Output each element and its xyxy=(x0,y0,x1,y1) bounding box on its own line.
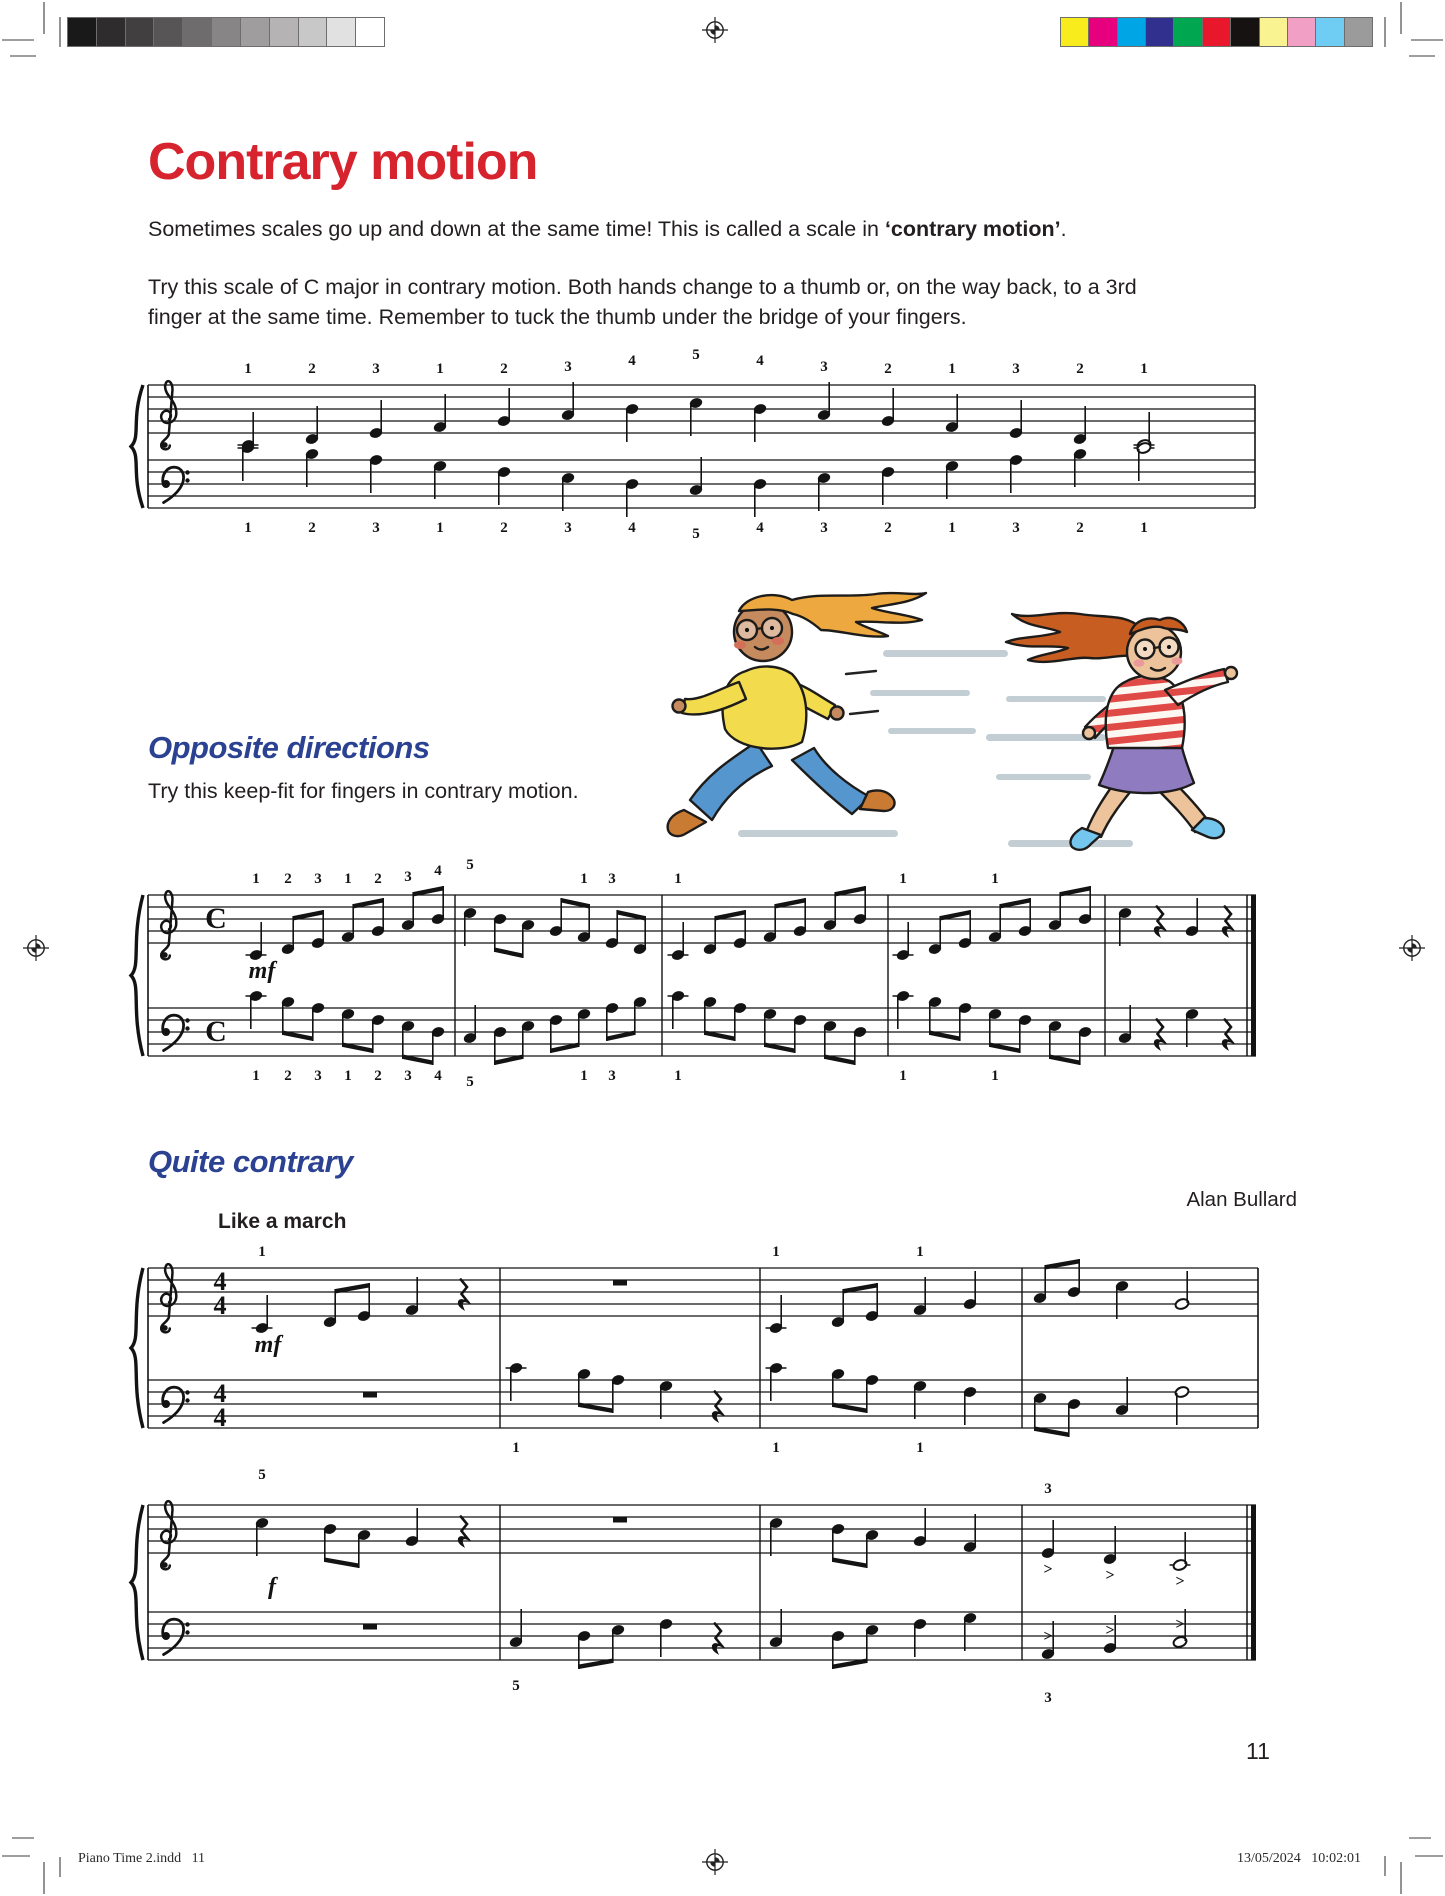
note xyxy=(1009,454,1024,493)
music-text: 4 xyxy=(213,1291,227,1320)
fingering-number: 2 xyxy=(500,361,508,377)
note xyxy=(689,397,704,436)
fingering-number: 1 xyxy=(580,871,588,887)
fingering-number: 3 xyxy=(820,520,828,536)
fingering-number: 3 xyxy=(1044,1481,1052,1497)
note xyxy=(769,1609,784,1648)
note xyxy=(1067,1398,1082,1437)
fingering-number: 1 xyxy=(244,520,252,536)
note xyxy=(246,922,267,961)
note xyxy=(881,388,896,427)
fingering-number: 3 xyxy=(1012,520,1020,536)
note xyxy=(865,1374,880,1413)
children-illustration xyxy=(668,593,1237,850)
fingering-number: 5 xyxy=(692,347,700,363)
note xyxy=(549,898,564,937)
fingering-number: 2 xyxy=(374,871,382,887)
note xyxy=(1118,1005,1133,1044)
intro-paragraph-1 xyxy=(148,217,1308,242)
music-text: 4 xyxy=(213,1379,227,1408)
fingering-number: 1 xyxy=(948,520,956,536)
note xyxy=(311,1002,326,1041)
note xyxy=(1009,400,1024,439)
note xyxy=(577,1008,592,1047)
note xyxy=(281,916,296,955)
fingering-number: 3 xyxy=(608,871,616,887)
fingering-number: 3 xyxy=(314,1068,322,1084)
note xyxy=(1073,406,1088,445)
note xyxy=(1048,892,1063,931)
note xyxy=(928,996,943,1035)
note xyxy=(865,1624,880,1663)
fingering-number: 5 xyxy=(512,1678,520,1694)
print-slug-filename: Piano Time 2.indd 11 xyxy=(78,1851,206,1866)
note xyxy=(1033,1265,1048,1304)
note xyxy=(1170,1532,1191,1571)
page-number: 11 xyxy=(1246,1738,1270,1764)
fingering-number: 4 xyxy=(628,353,636,369)
treble-clef-icon xyxy=(161,1501,176,1569)
system-brace xyxy=(131,1268,143,1428)
accent-mark: > xyxy=(1043,1561,1053,1578)
note xyxy=(611,1374,626,1413)
note xyxy=(893,990,914,1029)
treble-clef-icon xyxy=(161,381,176,449)
fingering-number: 1 xyxy=(436,520,444,536)
accent-mark: > xyxy=(1105,1622,1115,1639)
fingering-number: 4 xyxy=(628,520,636,536)
fingering-number: 2 xyxy=(1076,361,1084,377)
note xyxy=(357,1529,372,1568)
note xyxy=(401,892,416,931)
fingering-number: 4 xyxy=(756,520,764,536)
fingering-number: 1 xyxy=(674,1068,682,1084)
note xyxy=(252,1295,273,1334)
note xyxy=(369,400,384,439)
note xyxy=(1115,1280,1130,1319)
note xyxy=(659,1380,674,1419)
note xyxy=(1185,1008,1200,1047)
fingering-number: 2 xyxy=(284,1068,292,1084)
music-system-1 xyxy=(131,347,1255,542)
treble-clef-icon xyxy=(161,1264,176,1332)
intro-paragraph-1-text: Sometimes scales go up and down at the same time! This is called a scale in xyxy=(148,217,885,241)
whole-rest xyxy=(613,1517,627,1523)
fingering-number: 3 xyxy=(820,359,828,375)
accent-mark: > xyxy=(1175,1616,1185,1633)
fingering-number: 5 xyxy=(466,1074,474,1090)
note xyxy=(988,1008,1003,1047)
note xyxy=(881,466,896,505)
fingering-number: 3 xyxy=(404,869,412,885)
fingering-number: 1 xyxy=(772,1244,780,1260)
quarter-rest xyxy=(1223,907,1231,935)
fingering-number: 3 xyxy=(314,871,322,887)
note xyxy=(1041,1520,1056,1559)
system-brace xyxy=(131,895,143,1056)
fingering-number: 2 xyxy=(308,520,316,536)
note xyxy=(561,382,576,421)
fingering-number: 3 xyxy=(404,1068,412,1084)
fingering-number: 3 xyxy=(564,359,572,375)
note xyxy=(766,1295,787,1334)
fingering-number: 4 xyxy=(434,1068,442,1084)
fingering-number: 1 xyxy=(916,1440,924,1456)
note xyxy=(433,460,448,499)
composer-credit: Alan Bullard xyxy=(1186,1188,1297,1211)
fingering-number: 3 xyxy=(564,520,572,536)
fingering-number: 1 xyxy=(512,1440,520,1456)
note xyxy=(1033,1392,1048,1431)
fingering-number: 1 xyxy=(772,1440,780,1456)
note xyxy=(577,904,592,943)
note xyxy=(509,1609,524,1648)
note xyxy=(913,1618,928,1657)
note xyxy=(753,403,768,442)
dynamic-marking: mf xyxy=(254,1332,282,1358)
fingering-number: 2 xyxy=(884,361,892,377)
note xyxy=(611,1624,626,1663)
note xyxy=(238,442,259,481)
quarter-rest xyxy=(1223,1020,1231,1048)
note xyxy=(1103,1526,1118,1565)
note xyxy=(521,919,536,958)
note xyxy=(506,1362,527,1401)
note xyxy=(963,1612,978,1651)
note xyxy=(823,1020,838,1059)
note xyxy=(817,472,832,511)
note xyxy=(431,1026,446,1065)
note xyxy=(853,1026,868,1065)
note xyxy=(703,916,718,955)
intro-paragraph-1-bold: ‘contrary motion’ xyxy=(884,217,1061,241)
accent-mark: > xyxy=(1175,1573,1185,1590)
section-heading-opposite-directions: Opposite directions xyxy=(148,730,430,765)
boy-figure xyxy=(668,593,926,836)
note xyxy=(817,382,832,421)
note xyxy=(255,1517,270,1556)
quarter-rest xyxy=(459,1517,467,1545)
intro-paragraph-1-period: . xyxy=(1060,217,1067,241)
section-body-opposite-directions: Try this keep-fit for fingers in contrary motion. xyxy=(148,779,579,803)
fingering-number: 1 xyxy=(991,871,999,887)
note xyxy=(497,466,512,505)
intro-paragraph-2-line2: finger at the same time. Remember to tuck the thumb under the bridge of your fingers. xyxy=(148,305,967,329)
note xyxy=(668,922,689,961)
fingering-number: 1 xyxy=(1140,361,1148,377)
note xyxy=(659,1618,674,1657)
note xyxy=(928,916,943,955)
fingering-number: 1 xyxy=(252,1068,260,1084)
note xyxy=(703,996,718,1035)
note xyxy=(577,1368,592,1407)
fingering-number: 1 xyxy=(899,871,907,887)
fingering-number: 3 xyxy=(1012,361,1020,377)
fingering-number: 2 xyxy=(500,520,508,536)
note xyxy=(401,1020,416,1059)
note xyxy=(633,996,648,1035)
fingering-number: 1 xyxy=(674,871,682,887)
fingering-number: 3 xyxy=(372,361,380,377)
fingering-number: 5 xyxy=(258,1467,266,1483)
fingering-number: 5 xyxy=(692,526,700,542)
note xyxy=(341,1008,356,1047)
section-heading-quite-contrary: Quite contrary xyxy=(148,1144,353,1179)
note xyxy=(625,478,640,517)
system-brace xyxy=(131,1505,143,1660)
note xyxy=(341,904,356,943)
note xyxy=(561,472,576,511)
note xyxy=(1185,898,1200,937)
fingering-number: 1 xyxy=(244,361,252,377)
note xyxy=(763,1008,778,1047)
note xyxy=(369,454,384,493)
note xyxy=(793,1014,808,1053)
note xyxy=(1134,442,1155,481)
fingering-number: 4 xyxy=(434,863,442,879)
music-text: C xyxy=(205,902,227,935)
fingering-number: 3 xyxy=(372,520,380,536)
note xyxy=(323,1523,338,1562)
fingering-number: 2 xyxy=(884,520,892,536)
note xyxy=(733,1002,748,1041)
quarter-rest xyxy=(1155,1020,1163,1048)
fingering-number: 3 xyxy=(608,1068,616,1084)
fingering-number: 1 xyxy=(899,1068,907,1084)
intro-paragraph-2 xyxy=(148,272,1318,332)
note xyxy=(625,403,640,442)
note xyxy=(763,904,778,943)
note xyxy=(893,922,914,961)
fingering-number: 2 xyxy=(1076,520,1084,536)
fingering-number: 1 xyxy=(436,361,444,377)
fingering-number: 4 xyxy=(756,353,764,369)
print-slug-datetime: 13/05/2024 10:02:01 xyxy=(1237,1851,1362,1866)
note xyxy=(405,1277,420,1316)
note xyxy=(689,457,704,496)
fingering-number: 2 xyxy=(284,871,292,887)
quarter-rest xyxy=(459,1280,467,1308)
note xyxy=(913,1380,928,1419)
page-title: Contrary motion xyxy=(148,133,538,191)
note xyxy=(1174,1271,1189,1310)
note xyxy=(831,1523,846,1562)
fingering-number: 1 xyxy=(916,1244,924,1260)
system-brace xyxy=(131,385,143,508)
whole-rest xyxy=(363,1392,377,1398)
dynamic-marking: f xyxy=(268,1574,276,1600)
dynamic-marking: mf xyxy=(248,958,276,984)
note xyxy=(371,1014,386,1053)
fingering-number: 1 xyxy=(580,1068,588,1084)
music-system-2 xyxy=(131,857,1256,1090)
note xyxy=(831,1368,846,1407)
tempo-marking: Like a march xyxy=(218,1210,347,1233)
note xyxy=(463,907,478,946)
note xyxy=(405,1508,420,1547)
quarter-rest xyxy=(1155,907,1163,935)
note xyxy=(913,1277,928,1316)
note xyxy=(281,996,296,1035)
music-text: 4 xyxy=(213,1403,227,1432)
intro-paragraph-2-line1: Try this scale of C major in contrary motion. Both hands change to a thumb or, on the way back, to a 3rd xyxy=(148,275,1137,299)
note xyxy=(963,1271,978,1310)
fingering-number: 2 xyxy=(308,361,316,377)
note xyxy=(246,990,267,1029)
note xyxy=(493,913,508,952)
accent-mark: > xyxy=(1043,1628,1053,1645)
note xyxy=(605,910,620,949)
fingering-number: 1 xyxy=(1140,520,1148,536)
quarter-rest xyxy=(713,1392,721,1420)
fingering-number: 1 xyxy=(344,1068,352,1084)
note xyxy=(323,1289,338,1328)
treble-clef-icon xyxy=(161,891,176,959)
note xyxy=(497,388,512,427)
music-system-4 xyxy=(131,1467,1256,1706)
music-text: C xyxy=(205,1015,227,1048)
fingering-number: 1 xyxy=(252,871,260,887)
whole-rest xyxy=(613,1280,627,1286)
note xyxy=(945,460,960,499)
note xyxy=(753,478,768,517)
music-system-3 xyxy=(131,1244,1258,1456)
fingering-number: 3 xyxy=(1044,1690,1052,1706)
note xyxy=(1018,1014,1033,1053)
note xyxy=(1073,448,1088,487)
whole-rest xyxy=(363,1624,377,1630)
note xyxy=(823,892,838,931)
quarter-rest xyxy=(713,1624,721,1652)
fingering-number: 1 xyxy=(258,1244,266,1260)
music-text: 4 xyxy=(213,1267,227,1296)
note xyxy=(668,990,689,1029)
note xyxy=(769,1517,784,1556)
note xyxy=(305,406,320,445)
note xyxy=(988,904,1003,943)
fingering-number: 1 xyxy=(991,1068,999,1084)
note xyxy=(633,916,648,955)
note xyxy=(865,1529,880,1568)
note xyxy=(463,1005,478,1044)
fingering-number: 2 xyxy=(374,1068,382,1084)
note xyxy=(521,1020,536,1059)
fingering-number: 5 xyxy=(466,857,474,873)
note xyxy=(305,448,320,487)
note xyxy=(963,1514,978,1553)
note xyxy=(1115,1377,1130,1416)
girl-figure xyxy=(1006,613,1237,850)
note xyxy=(766,1362,787,1401)
note xyxy=(1078,1026,1093,1065)
note xyxy=(958,1002,973,1041)
fingering-number: 1 xyxy=(948,361,956,377)
note xyxy=(1048,1020,1063,1059)
note xyxy=(963,1386,978,1425)
note xyxy=(1174,1386,1189,1425)
note xyxy=(945,394,960,433)
note xyxy=(1118,907,1133,946)
note xyxy=(913,1508,928,1547)
note xyxy=(831,1289,846,1328)
fingering-number: 1 xyxy=(344,871,352,887)
accent-mark: > xyxy=(1105,1567,1115,1584)
note xyxy=(433,394,448,433)
